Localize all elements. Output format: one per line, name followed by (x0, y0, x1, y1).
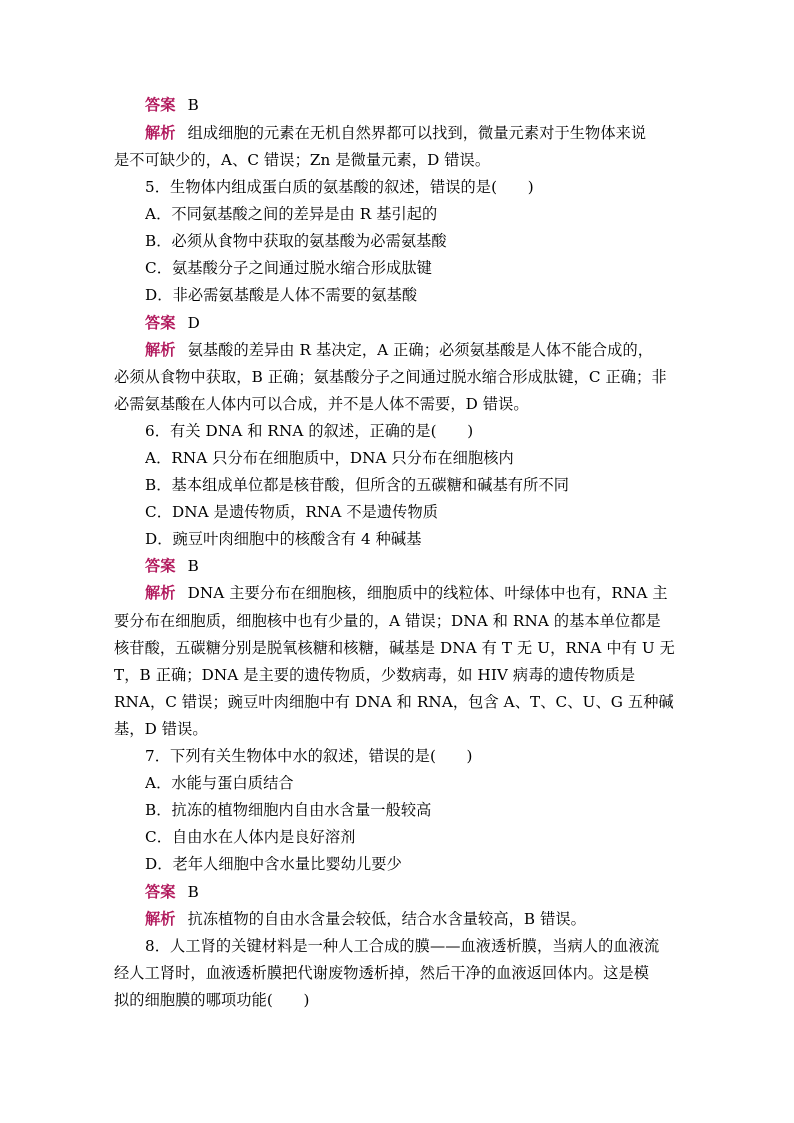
q4-answer-line (145, 92, 686, 118)
q6-option-c: C．DNA 是遗传物质，RNA 不是遗传物质 (145, 503, 439, 521)
q5-answer: D (187, 314, 200, 332)
q5-stem: 5．生物体内组成蛋白质的氨基酸的叙述，错误的是( ) (145, 178, 534, 196)
q7-analysis-text-1: 抗冻植物的自由水含量会较低，结合水含量较高，B 错误。 (187, 910, 586, 928)
q6-option-d: D．豌豆叶肉细胞中的核酸含有 4 种碱基 (145, 530, 422, 548)
q6-stem: 6．有关 DNA 和 RNA 的叙述，正确的是( ) (145, 422, 474, 440)
q5-analysis-text-1: 氨基酸的差异由 R 基决定，A 正确；必须氨基酸是人体不能合成的， (187, 341, 654, 359)
analysis-label: 解析 (145, 124, 176, 142)
q6-analysis-line-5: RNA，C 错误；豌豆叶肉细胞中有 DNA 和 RNA，包含 A、T、C、U、G 五种碱 (114, 693, 674, 711)
q7-answer: B (187, 883, 199, 901)
q7-stem: 7．下列有关生物体中水的叙述，错误的是( ) (145, 747, 473, 765)
q6-option-a: A．RNA 只分布在细胞质中，DNA 只分布在细胞核内 (145, 449, 514, 467)
q6-analysis-text-1: DNA 主要分布在细胞核，细胞质中的线粒体、叶绿体中也有，RNA 主 (187, 584, 668, 602)
q6-analysis-line-6: 基，D 错误。 (114, 720, 208, 738)
q5-answer-line (145, 310, 686, 336)
q6-analysis-line-4: T，B 正确；DNA 是主要的遗传物质，少数病毒，如 HIV 病毒的遗传物质是 (114, 666, 636, 684)
q4-analysis-text-1: 组成细胞的元素在无机自然界都可以找到，微量元素对于生物体来说 (187, 124, 647, 142)
q8-stem-line-3: 拟的细胞膜的哪项功能( ) (114, 991, 310, 1009)
q4-analysis-line-2: 是不可缺少的，A、C 错误；Zn 是微量元素，D 错误。 (114, 151, 491, 169)
answer-label: 答案 (145, 314, 176, 332)
q7-option-d: D．老年人细胞中含水量比婴幼儿要少 (145, 855, 402, 873)
q6-option-b: B．基本组成单位都是核苷酸，但所含的五碳糖和碱基有所不同 (145, 476, 570, 494)
q6-answer-line (145, 553, 686, 579)
q7-analysis-line-1 (145, 906, 686, 932)
analysis-label: 解析 (145, 584, 176, 602)
q5-option-b: B．必须从食物中获取的氨基酸为必需氨基酸 (145, 232, 447, 250)
q7-option-a: A．水能与蛋白质结合 (145, 774, 294, 792)
analysis-label: 解析 (145, 910, 176, 928)
q7-option-b: B．抗冻的植物细胞内自由水含量一般较高 (145, 801, 432, 819)
q6-analysis-line-1 (145, 580, 686, 606)
answer-label: 答案 (145, 96, 176, 114)
q4-analysis-line-1 (145, 120, 686, 146)
q5-analysis-line-3: 必需氨基酸在人体内可以合成，并不是人体不需要，D 错误。 (114, 395, 529, 413)
answer-label: 答案 (145, 883, 176, 901)
q6-answer: B (187, 557, 199, 575)
q7-option-c: C．自由水在人体内是良好溶剂 (145, 828, 356, 846)
q4-answer: B (187, 96, 199, 114)
answer-label: 答案 (145, 557, 176, 575)
q5-option-c: C．氨基酸分子之间通过脱水缩合形成肽键 (145, 259, 432, 277)
analysis-label: 解析 (145, 341, 176, 359)
q5-option-a: A．不同氨基酸之间的差异是由 R 基引起的 (145, 205, 438, 223)
q8-stem-line-1: 8．人工肾的关键材料是一种人工合成的膜——血液透析膜，当病人的血液流 (145, 937, 660, 955)
q5-option-d: D．非必需氨基酸是人体不需要的氨基酸 (145, 286, 418, 304)
q6-analysis-line-2: 要分布在细胞质，细胞核中也有少量的，A 错误；DNA 和 RNA 的基本单位都是 (114, 612, 661, 630)
q5-analysis-line-1 (145, 337, 686, 363)
q8-stem-line-2: 经人工肾时，血液透析膜把代谢废物透析掉，然后干净的血液返回体内。这是模 (114, 964, 650, 982)
q6-analysis-line-3: 核苷酸，五碳糖分别是脱氧核糖和核糖，碱基是 DNA 有 T 无 U，RNA 中有 U 无 (114, 639, 675, 657)
q5-analysis-line-2: 必须从食物中获取，B 正确；氨基酸分子之间通过脱水缩合形成肽键，C 正确；非 (114, 368, 667, 386)
q7-answer-line (145, 879, 686, 905)
